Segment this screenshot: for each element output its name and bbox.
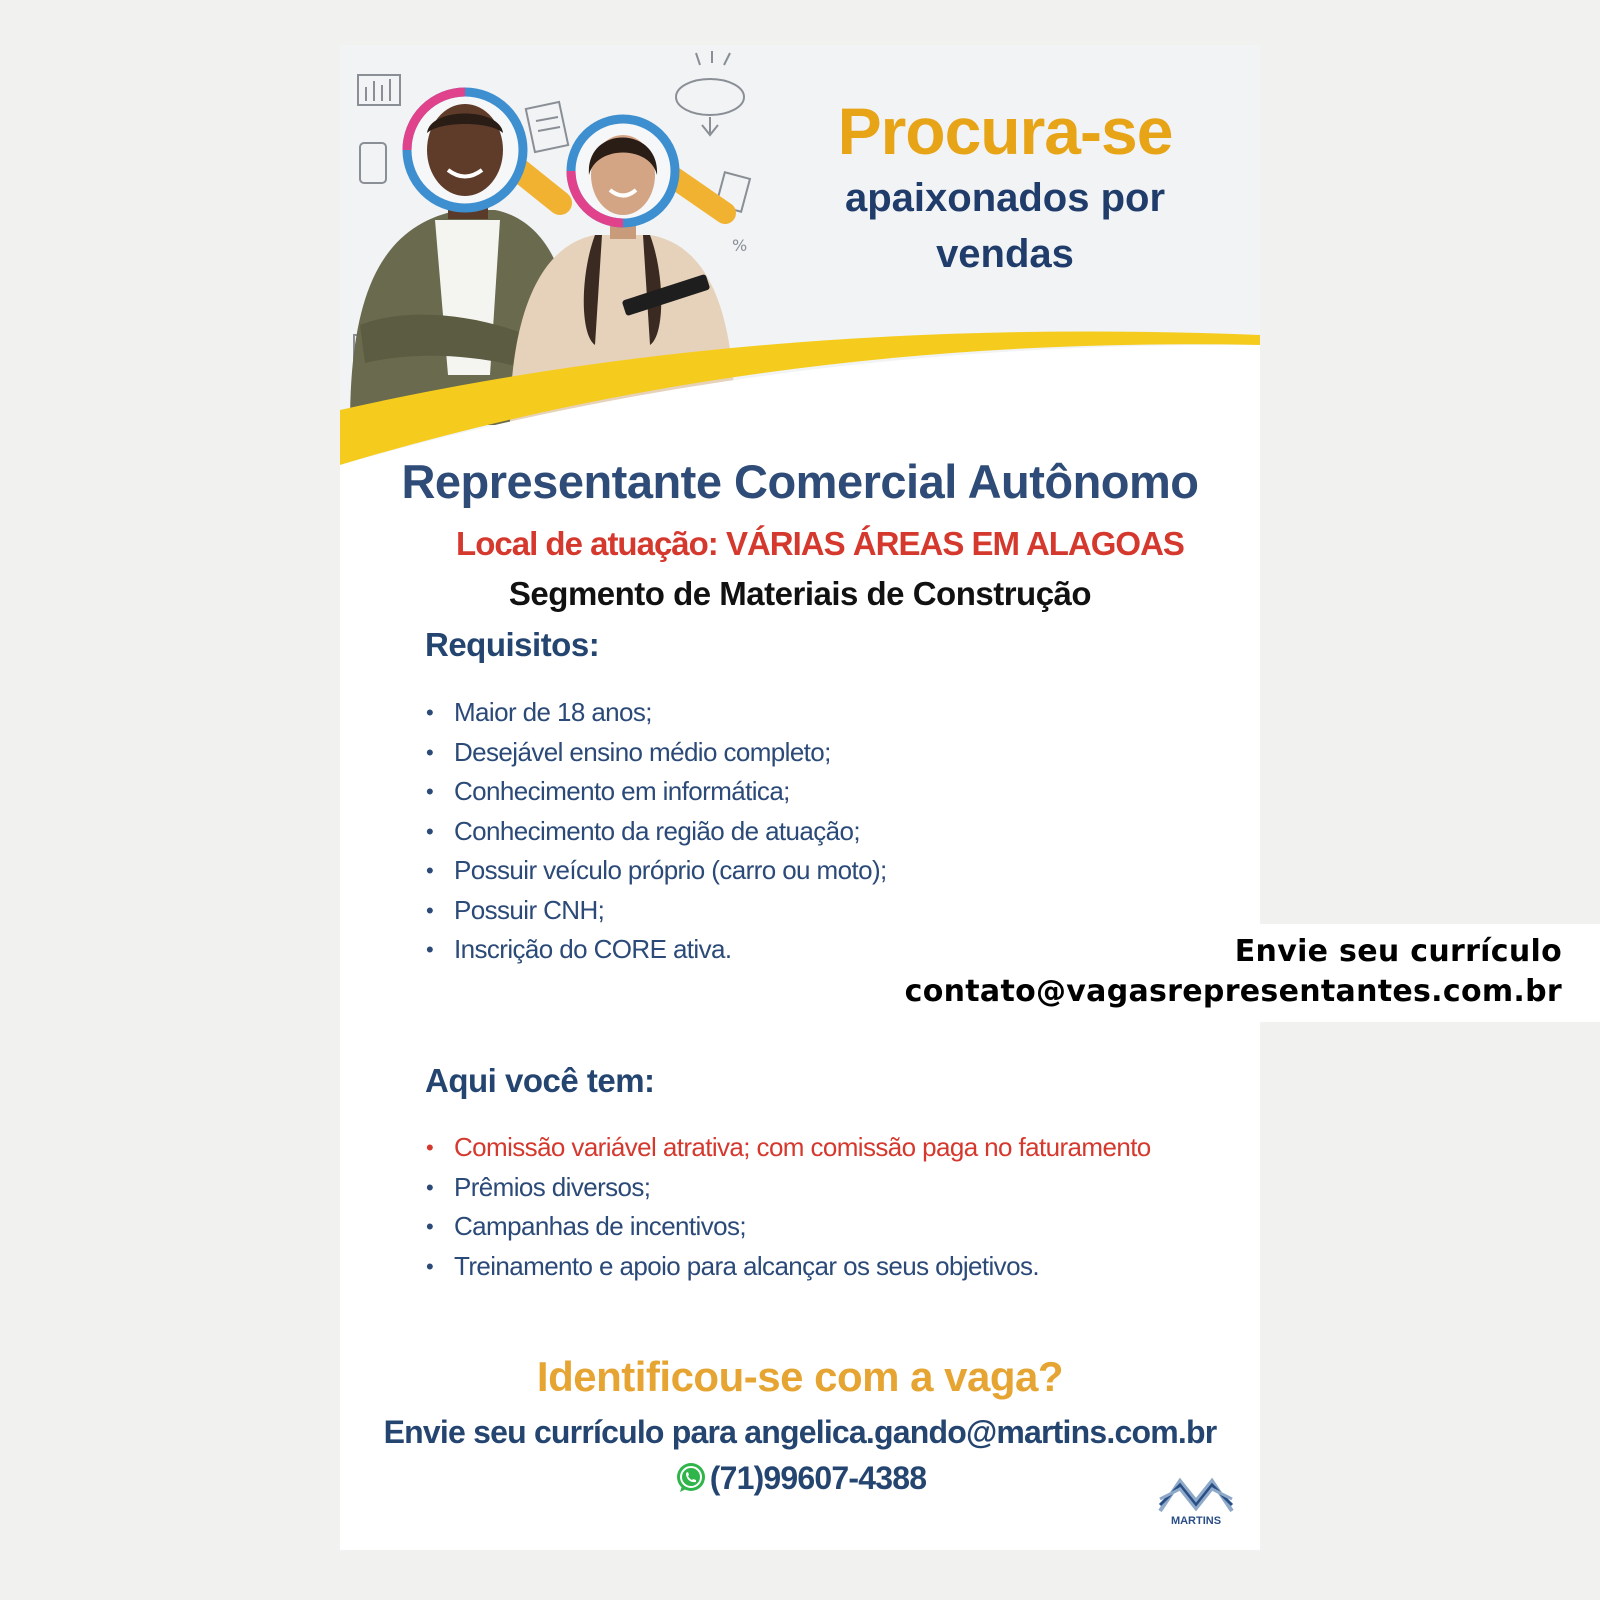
chart-doodle-icon [358,75,400,105]
arrow-doodle-icon [702,117,718,135]
job-poster [340,45,1260,1550]
bullet-icon: • [426,779,434,804]
job-title: Representante Comercial Autônomo [401,455,1199,508]
job-location: Local de atuação: VÁRIAS ÁREAS EM ALAGOAS [456,525,1184,562]
list-item: • Conhecimento da região de atuação; [420,812,887,852]
list-item: • Inscrição do CORE ativa. [420,930,887,970]
benefits-list [420,1128,1151,1286]
whatsapp-icon [674,1461,708,1495]
tablet-doodle-icon [360,143,386,183]
bullet-icon: • [426,1135,434,1160]
list-item: • Desejável ensino médio completo; [420,733,887,773]
overlay-line-1: Envie seu currículo [1234,934,1562,969]
document-doodle-icon [526,102,568,152]
requirements-heading: Requisitos: [425,626,600,663]
headline-title: Procura-se [837,94,1173,168]
list-item: • Maior de 18 anos; [420,693,887,733]
headline-subtitle-1: apaixonados por [844,176,1166,220]
martins-logo [1158,1475,1234,1531]
bullet-icon: • [426,1253,434,1279]
list-item: • Possuir CNH; [420,891,887,931]
list-item: • Treinamento e apoio para alcançar os seus objetivos. [420,1247,1151,1287]
send-resume-text[interactable]: Envie seu currículo para angelica.gando@martins.com.br [383,1414,1217,1450]
hero-banner [340,45,1260,465]
contact-overlay [904,924,1600,1022]
bullet-icon: • [426,1174,434,1200]
bullet-icon: • [426,739,434,765]
benefits-heading: Aqui você tem: [425,1062,655,1099]
bullet-icon: • [426,1214,434,1239]
list-item: • Campanhas de incentivos; [420,1207,1151,1247]
overlay-email[interactable]: contato@vagasrepresentantes.com.br [904,974,1562,1009]
bullet-icon: • [426,818,434,844]
bullet-icon: • [426,700,434,725]
headline-subtitle-2: vendas [936,232,1074,276]
list-item: • Prêmios diversos; [420,1168,1151,1208]
headline-block [800,93,1210,281]
list-item: • Conhecimento em informática; [420,772,887,812]
list-item: • Comissão variável atrativa; com comissão paga no faturamento [420,1128,1151,1168]
bullet-icon: • [426,937,434,962]
job-segment: Segmento de Materiais de Construção [508,575,1092,612]
cloud-doodle-icon [676,79,744,115]
list-item: • Possuir veículo próprio (carro ou moto); [420,851,887,891]
martins-logo-mark [1158,1475,1234,1515]
bullet-icon: • [426,897,434,923]
phone-number[interactable]: (71)99607-4388 [340,1457,1260,1499]
svg-text:%: % [732,236,748,255]
requirements-list [420,693,887,970]
martins-logo-text: MARTINS [1170,1515,1222,1527]
cta-heading: Identificou-se com a vaga? [536,1353,1064,1400]
bullet-icon: • [426,858,434,883]
